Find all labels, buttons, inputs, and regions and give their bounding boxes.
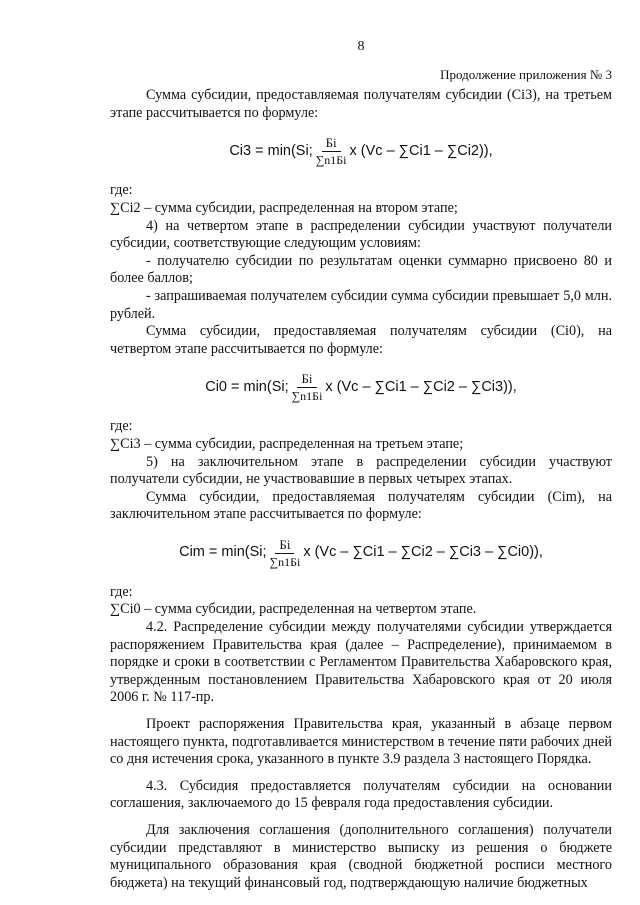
formula-cim-rhs: x (Vc – ∑Ci1 – ∑Ci2 – ∑Ci3 – ∑Ci0)), xyxy=(303,544,543,561)
paragraph-4-3: 4.3. Субсидия предоставляется получателям субсидии на основании соглашения, заключаемого до 15 февраля года предоставления субсидии. xyxy=(110,777,612,812)
formula-cim-numerator: Бi xyxy=(275,537,294,554)
formula-ci0-denominator: ∑n1Бi xyxy=(291,389,323,404)
paragraph-draft-order: Проект распоряжения Правительства края, указанный в абзаце первом настоящего пункта, подготавливается министерством в течение пяти рабочих дней со дня истечения срока, указанного в пункте 3.9 раздела 3 настоящего Порядка. xyxy=(110,716,612,768)
where-label: где: xyxy=(110,182,133,199)
formula-cim-denominator: ∑n1Бi xyxy=(269,554,301,569)
page-number: 8 xyxy=(357,39,365,54)
condition-amount: - запрашиваемая получателем субсидии сумма субсидии превышает 5,0 млн. рублей. xyxy=(110,287,612,322)
paragraph-stage5: 5) на заключительном этапе в распределении субсидии участвуют получатели субсидии, не участвовавшие в первых четырех этапах. xyxy=(110,453,612,488)
definition-ci0: ∑Ci0 – сумма субсидии, распределенная на четвертом этапе. xyxy=(110,601,477,618)
definition-ci3: ∑Ci3 – сумма субсидии, распределенная на третьем этапе; xyxy=(110,435,464,452)
formula-cim-lhs: Cim = min(Si; xyxy=(179,544,267,561)
appendix-label: Продолжение приложения № 3 xyxy=(440,66,612,82)
formula-ci3-numerator: Бi xyxy=(322,135,341,152)
where-label: где: xyxy=(110,583,133,600)
formula-ci0-lhs: Ci0 = min(Si; xyxy=(205,378,289,395)
condition-score: - получателю субсидии по результатам оценки суммарно присвоено 80 и более баллов; xyxy=(110,252,612,287)
paragraph-stage4: 4) на четвертом этапе в распределении субсидии участвуют получатели субсидии, соответствующие следующим условиям: xyxy=(110,217,612,252)
formula-ci3-rhs: x (Vc – ∑Ci1 – ∑Ci2)), xyxy=(349,142,493,159)
formula-ci3 xyxy=(110,128,612,174)
paragraph-agreement: Для заключения соглашения (дополнительного соглашения) получатели субсидии представляют в министерство выписку из решения о бюджете муниципального образования края (сводной бюджетной росписи местного бюджета) на текущий финансовый год, подтверждающую наличие бюджетных xyxy=(110,822,612,891)
formula-ci3-fraction xyxy=(316,135,347,167)
paragraph-stage3-intro: Сумма субсидии, предоставляемая получателям субсидии (Ci3), на третьем этапе рассчитывается по формуле: xyxy=(110,87,612,121)
paragraph-4-2: 4.2. Распределение субсидии между получателями субсидии утверждается распоряжением Правительства края (далее – Распределение), принимаемом в порядке и сроки в соответствии с Регламентом Правительства Хабаровского края, утвержденным постановлением Правительства Хабаровского края от 20 июля 2006 г. № 117-пр. xyxy=(110,619,612,706)
formula-ci3-denominator: ∑n1Бi xyxy=(315,153,347,168)
formula-cim xyxy=(110,530,612,576)
formula-ci0-fraction xyxy=(292,371,323,403)
formula-ci0-numerator: Бi xyxy=(297,371,316,388)
paragraph-stage4-intro: Сумма субсидии, предоставляемая получателям субсидии (Ci0), на четвертом этапе рассчитывается по формуле: xyxy=(110,323,612,357)
formula-ci0 xyxy=(110,364,612,410)
formula-ci3-lhs: Ci3 = min(Si; xyxy=(229,142,313,159)
formula-cim-fraction xyxy=(270,537,301,569)
formula-ci0-rhs: x (Vc – ∑Ci1 – ∑Ci2 – ∑Ci3)), xyxy=(325,378,517,395)
definition-ci2: ∑Ci2 – сумма субсидии, распределенная на втором этапе; xyxy=(110,199,458,216)
where-label: где: xyxy=(110,418,133,435)
paragraph-stage5-intro: Сумма субсидии, предоставляемая получателям субсидии (Cim), на заключительном этапе рассчитывается по формуле: xyxy=(110,488,612,523)
